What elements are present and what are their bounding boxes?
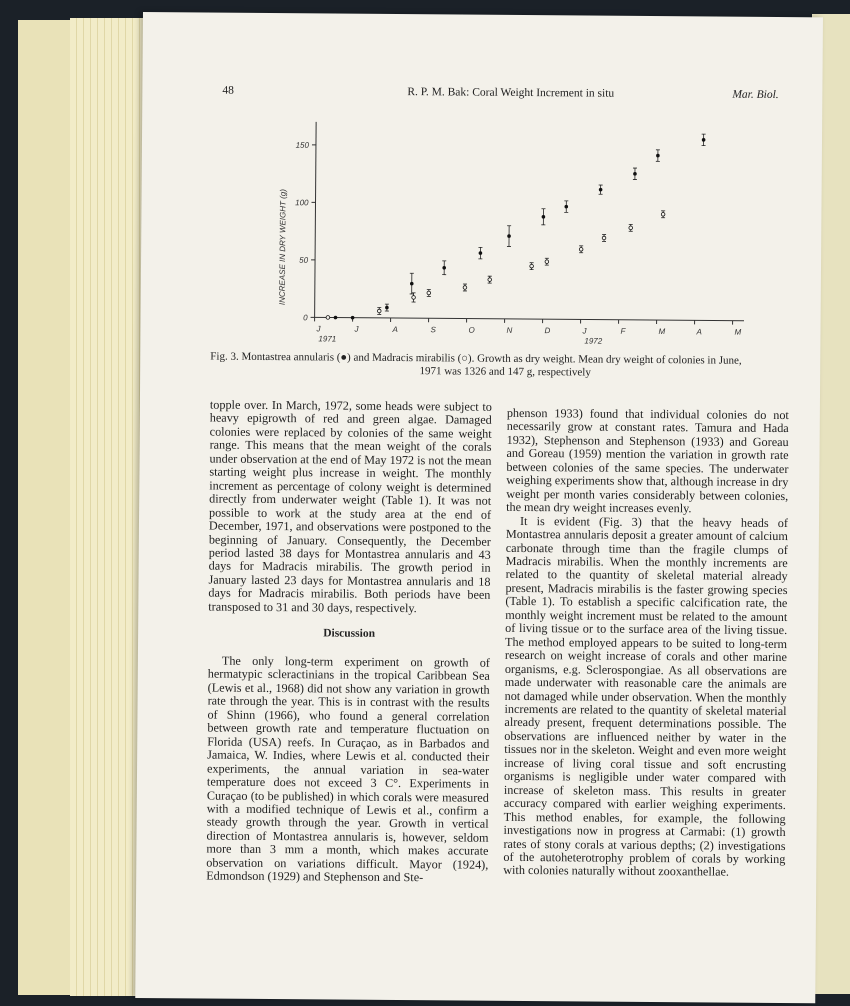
x-tick-label: J (354, 324, 359, 334)
data-point-montastrea (442, 266, 446, 270)
data-point-montastrea (351, 316, 355, 320)
running-title: R. P. M. Bak: Coral Weight Increment in situ (407, 86, 615, 100)
data-point-madracis (377, 309, 381, 313)
x-tick-label: M (734, 327, 742, 337)
data-point-montastrea (656, 154, 660, 158)
data-point-montastrea (702, 138, 706, 142)
caption-line-2: 1971 was 1326 and 147 g, respectively (419, 365, 591, 379)
data-point-madracis (463, 286, 467, 290)
x-tick-label: J (316, 324, 321, 334)
x-tick-label: F (620, 326, 626, 336)
x-tick-label: A (392, 324, 398, 335)
data-point-montastrea (385, 306, 389, 310)
x-tick-label: O (468, 325, 475, 335)
year-label: 1971 (318, 334, 337, 344)
data-point-montastrea (479, 251, 483, 255)
y-tick-label: 150 (295, 140, 309, 150)
x-tick-label: A (696, 327, 702, 337)
data-point-madracis (579, 247, 583, 251)
paragraph: It is evident (Fig. 3) that the heavy heads of Montastrea annularis deposit a greater amount of calcium carbonate through time than the fragile clumps of Madracis mirabilis. When the monthly increments are related to the quantity of skeletal material already present, Madracis mirabilis is the faster growing species (Table 1). To establish a specific calcification rate, the monthly weight increment must be related to the amount of living tissue or to the surface area of the living tissue. The method employed appears to be suited to long-term research on weight increase of corals and other marine organisms, e.g. Sclerospongiae. As all observations are made underwater with reasonable care the animals are not damaged while under observation. When the monthly increments are related to the quantity of skeletal material already present, frequent determinations possible. The observations are influenced neither by water in the tissues nor in the skeleton. Weight and even more weight increase of living coral tissue and soft encrusting organisms is negligible under water compared with increase of skeleton mass. This results in greater accuracy compared with earlier weighing experiments. This method enables, for example, the following investigations now in progress at Carmabi: (1) growth rates of stony corals at various depths; (2) investigations of the autoheterotrophy problem of corals by working with colonies naturally without zooxanthellae. (503, 513, 789, 880)
data-point-madracis (545, 260, 549, 264)
page-number: 48 (222, 84, 234, 97)
data-point-montastrea (542, 215, 546, 219)
data-point-madracis (412, 296, 416, 300)
data-point-madracis (488, 278, 492, 282)
y-axis (315, 122, 317, 317)
caption-line-1: Fig. 3. Montastrea annularis (●) and Madracis mirabilis (○). Growth as dry weight. Mean dry weight of colonies in June, (210, 350, 742, 367)
column-left-top (208, 399, 492, 616)
data-point-madracis (629, 226, 633, 230)
y-tick-label: 100 (295, 198, 309, 208)
paragraph: phenson 1933) found that individual colonies do not necessarily grow at constant rates. Tamura and Hada 1932), Stephenson and Stephenson (1933) and Goreau and Goreau (1959) mention the variation in growth rate between colonies of the same species. The underwater weighing experiments show that, although increase in dry weight per month varies considerably between colonies, the mean dry weight increases evenly. (506, 405, 789, 516)
paragraph: The only long-term experiment on growth of hermatypic scleractinians in the tropical Caribbean Sea (Lewis et al., 1968) did not show any variation in growth rate through the year. This is in contrast with the results of Shinn (1966), who found a general correlation between growth rate and temperature fluctuation on Florida (USA) reefs. In Curaçao, as in Barbados and Jamaica, W. Indies, where Lewis et al. conducted their experiments, the annual variation in sea-water temperature does not exceed 3 C°. Experiments in Curaçao (to be published) in which corals were measured with a modified technique of Lewis et al., confirm a steady growth through the year. Growth in vertical direction of Montastrea annularis is, however, seldom more than 3 mm a month, which makes accurate observation on variations difficult. Mayor (1924), Edmondson (1929) and Stephenson and Ste- (206, 653, 490, 885)
data-point-madracis (661, 212, 665, 216)
journal-page (135, 12, 823, 1003)
paragraph: topple over. In March, 1972, some heads were subject to heavy epigrowth of red and green algae. Damaged colonies were replaced by colonies of the same weight range. This means that the mean weight of the corals under observation at the end of May 1972 is not the mean starting weight plus increase in weight. The monthly increment as percentage of colony weight is determined directly from underwater weight (Table 1). It was not possible to work at the study area at the end of December, 1971, and observations were postponed to the beginning of January. Consequently, the December period lasted 38 days for Montastrea annularis and 43 days for Madracis mirabilis. The growth period in January lasted 23 days for Montastrea annularis and 18 days for Madracis mirabilis. Both periods have been transposed to 31 and 30 days, respectively. (208, 397, 492, 615)
x-tick-label: M (658, 327, 666, 337)
y-tick-label: 50 (299, 255, 309, 265)
x-tick-label: J (582, 326, 587, 336)
y-axis-label: INCREASE IN DRY WEIGHT (g) (277, 189, 288, 306)
growth-chart (270, 103, 752, 357)
data-point-madracis (326, 316, 330, 320)
data-point-montastrea (507, 234, 511, 238)
journal-name: Mar. Biol. (732, 88, 779, 101)
data-point-montastrea (599, 188, 603, 192)
year-label: 1972 (584, 336, 603, 346)
column-left-bottom (206, 655, 490, 886)
column-right (503, 407, 789, 880)
data-point-madracis (602, 236, 606, 240)
data-point-madracis (530, 264, 534, 268)
data-point-montastrea (564, 205, 568, 209)
x-tick-label: N (506, 325, 513, 335)
figure-caption (210, 351, 800, 382)
section-heading: Discussion (323, 627, 376, 640)
x-tick-label: D (544, 326, 551, 336)
y-tick-label: 0 (303, 313, 308, 323)
data-point-montastrea (633, 172, 637, 176)
data-point-montastrea (334, 316, 338, 320)
x-tick-label: S (430, 325, 436, 335)
x-axis (315, 317, 744, 320)
data-point-madracis (427, 291, 431, 295)
data-point-montastrea (410, 282, 414, 286)
